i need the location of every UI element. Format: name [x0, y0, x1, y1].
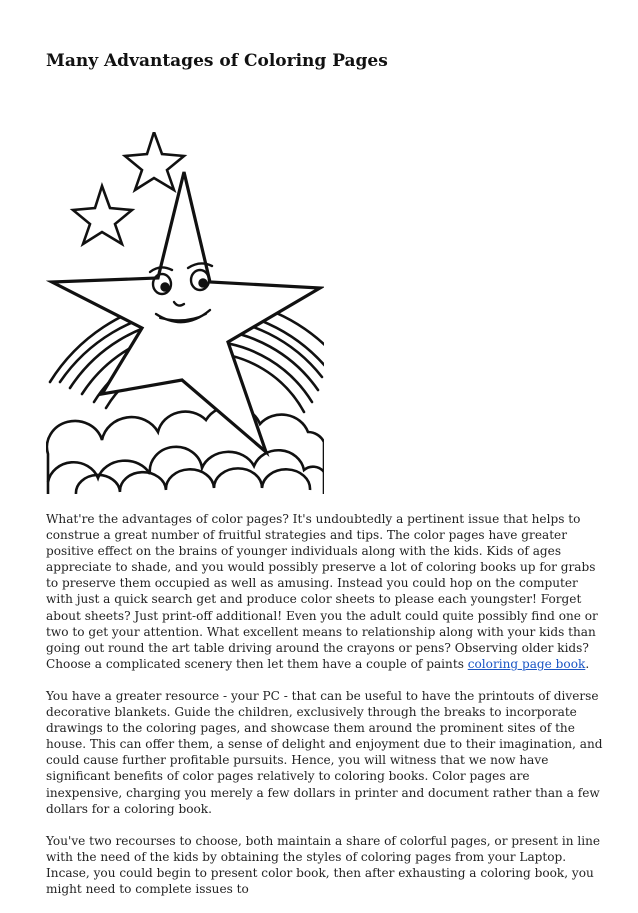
paragraph-text: . [585, 656, 590, 671]
paragraph-text: What're the advantages of color pages? It's undoubtedly a pertinent issue that helps to construe a great number of fruitful strategies and tips. The color pages have greater positive effect on the brains of younger individuals along with the kids. Kids of ages appreciate to shade, and you would possibly preserve a lot of coloring books up for grabs to preserve them occupied as well as amusing. Instead you could hop on the computer with just a quick search get and produce color sheets to please each youngster! Forget about sheets? Just print-off additional! Even you the adult could quite possibly find one or two to get your attention. What excellent means to relationship along with your kids than going out round the art table driving around the crayons or pens? Observing older kids? Choose a complicated scenery then let them have a couple of paints [46, 512, 598, 671]
paragraph [46, 511, 606, 672]
page-title: Many Advantages of Coloring Pages [46, 51, 388, 71]
star-rainbow-illustration [46, 132, 324, 494]
paragraph: You have a greater resource - your PC - that can be useful to have the printouts of diverse decorative blankets. Guide the children, exclusively through the breaks to incorporate drawings to the coloring pages, and showcase them around the prominent sites of the house. This can offer them, a sense of delight and enjoyment due to their imagination, and could cause further profitable pursuits. Hence, you will witness that we now have significant benefits of color pages relatively to coloring books. Color pages are inexpensive, charging you merely a few dollars in printer and document rather than a few dollars for a coloring book. [46, 688, 603, 816]
article-body [46, 511, 606, 913]
small-star [73, 186, 132, 244]
small-star [125, 132, 184, 190]
paragraph: You've two recourses to choose, both maintain a share of colorful pages, or present in line with the need of the kids by obtaining the styles of coloring pages from your Laptop. Incase, you could begin to present color book, then after exhausting a coloring book, you might need to complete issues to [46, 833, 601, 896]
coloring-page-book-link[interactable]: coloring page book [467, 656, 586, 671]
clouds [46, 406, 324, 494]
